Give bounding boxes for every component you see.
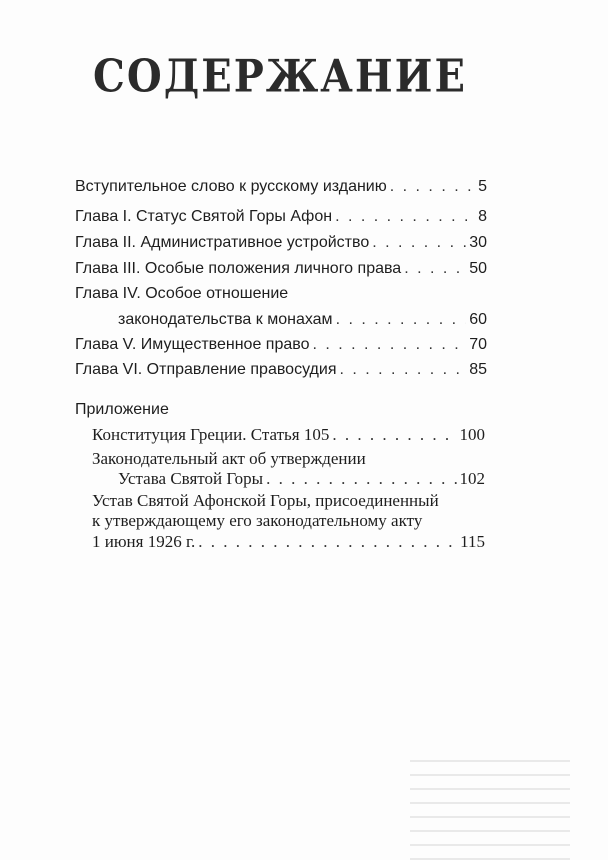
toc-entry-text: Глава II. Административное устройство — [75, 234, 370, 251]
appendix-entry-3[interactable] — [92, 532, 485, 552]
toc-entry-chapter-1[interactable] — [75, 207, 487, 227]
toc-leader-dots — [332, 425, 456, 445]
toc-entry-text: Устава Святой Горы — [118, 469, 264, 488]
toc-entry-chapter-6[interactable] — [75, 360, 487, 380]
appendix-entry-1[interactable] — [92, 425, 485, 445]
toc-leader-dots — [266, 469, 456, 489]
toc-entry-text: 1 июня 1926 г. — [92, 532, 196, 551]
toc-leader-dots — [339, 360, 466, 380]
toc-entry-text: Глава I. Статус Святой Горы Афон — [75, 208, 333, 225]
toc-page-number: 100 — [459, 425, 485, 444]
toc-page-number: 85 — [469, 361, 487, 378]
toc-leader-dots — [312, 335, 466, 355]
toc-entry-chapter-4[interactable] — [118, 310, 487, 330]
toc-page-number: 60 — [469, 311, 487, 328]
toc-entry-text: законодательства к монахам — [118, 311, 333, 328]
toc-entry-text: Глава V. Имущественное право — [75, 336, 310, 353]
toc-leader-dots — [404, 259, 466, 279]
appendix-entry-2-line1[interactable]: Законодательный акт об утверждении — [92, 449, 366, 468]
toc-leader-dots — [372, 233, 466, 253]
toc-leader-dots — [390, 177, 475, 197]
toc-page-number: 8 — [478, 208, 487, 225]
toc-page-number: 115 — [460, 532, 485, 551]
toc-page-number: 102 — [459, 469, 485, 488]
toc-entry-text: Конституция Греции. Статья 105 — [92, 425, 330, 444]
appendix-heading: Приложение — [75, 401, 169, 418]
toc-entry-chapter-2[interactable] — [75, 233, 487, 253]
toc-entry-chapter-3[interactable] — [75, 259, 487, 279]
toc-leader-dots — [198, 532, 457, 552]
bleed-through-texture — [410, 760, 570, 860]
toc-entry-text: Вступительное слово к русскому изданию — [75, 178, 387, 195]
appendix-entry-2[interactable] — [118, 469, 485, 489]
toc-entry-intro[interactable] — [75, 177, 487, 197]
appendix-entry-3-line2[interactable]: к утверждающему его законодательному акту — [92, 511, 423, 530]
toc-entry-chapter-4-line1[interactable]: Глава IV. Особое отношение — [75, 285, 289, 302]
page-title: СОДЕРЖАНИЕ — [93, 50, 467, 103]
toc-entry-text: Глава III. Особые положения личного права — [75, 260, 402, 277]
toc-page-number: 70 — [469, 336, 487, 353]
appendix-entry-3-line1[interactable]: Устав Святой Афонской Горы, присоединенный — [92, 491, 439, 510]
toc-entry-text: Глава VI. Отправление правосудия — [75, 361, 337, 378]
toc-leader-dots — [336, 310, 467, 330]
toc-page-number: 50 — [469, 260, 487, 277]
toc-entry-chapter-5[interactable] — [75, 335, 487, 355]
toc-page-number: 5 — [478, 178, 487, 195]
toc-leader-dots — [335, 207, 475, 227]
toc-page-number: 30 — [469, 234, 487, 251]
